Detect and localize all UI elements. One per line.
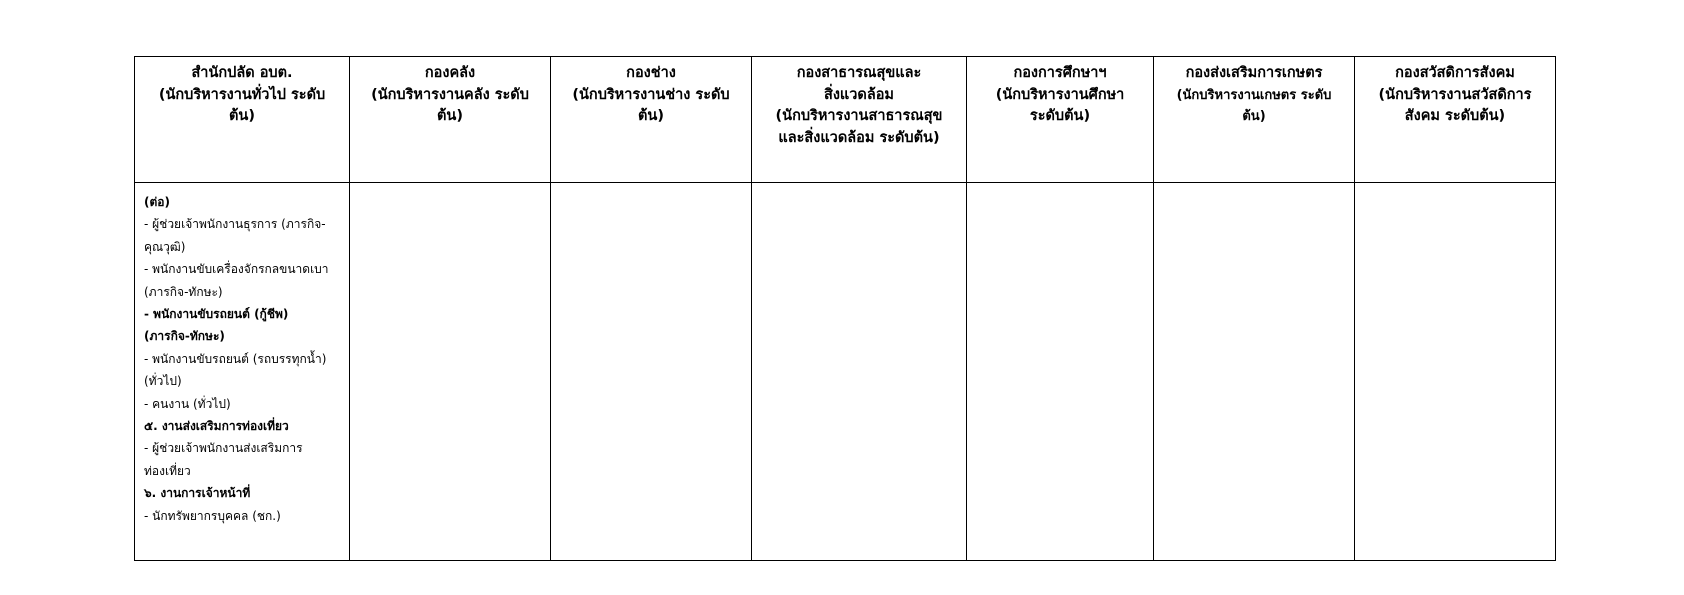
header-engineering-division: [551, 57, 752, 183]
list-item: - พนักงานขับรถยนต์ (รถบรรทุกน้ำ): [144, 351, 327, 366]
header-row: [135, 57, 1556, 183]
list-item: - นักทรัพยากรบุคคล (ชก.): [144, 508, 281, 523]
header-line: (นักบริหารงานคลัง ระดับ: [371, 86, 529, 103]
list-item: - ผู้ช่วยเจ้าพนักงานธุรการ (ภารกิจ-: [144, 217, 326, 232]
header-line: ต้น): [437, 108, 463, 124]
header-line: (นักบริหารงานสาธารณสุข: [775, 108, 943, 124]
list-item: (ทั่วไป): [144, 374, 182, 389]
cell-finance-division: [350, 183, 551, 561]
cell-office-of-the-permanent-secretary: [135, 183, 350, 561]
header-agriculture-division: [1154, 57, 1355, 183]
header-line: กองช่าง: [626, 65, 676, 81]
header-public-health-division: [752, 57, 967, 183]
list-item: ท่องเที่ยว: [144, 463, 191, 478]
cell-agriculture-division: [1154, 183, 1355, 561]
header-line: (นักบริหารงานเกษตร ระดับ: [1176, 87, 1332, 103]
header-line: (นักบริหารงานช่าง ระดับ: [572, 86, 730, 103]
organization-table: [134, 56, 1556, 561]
header-social-welfare-division: [1355, 57, 1556, 183]
list-item: คุณวุฒิ): [144, 239, 186, 254]
list-item: - พนักงานขับเครื่องจักรกลขนาดเบา: [144, 262, 329, 277]
header-line: กองการศึกษาฯ: [1013, 65, 1107, 81]
cell-education-division: [967, 183, 1154, 561]
cell-engineering-division: [551, 183, 752, 561]
list-item: (ภารกิจ-ทักษะ): [144, 329, 225, 344]
header-line: ต้น): [638, 108, 664, 124]
list-item: (ภารกิจ-ทักษะ): [144, 284, 223, 299]
header-line: กองสาธารณสุขและ: [796, 65, 922, 81]
header-line: และสิ่งแวดล้อม ระดับต้น): [778, 129, 940, 146]
position-list: [135, 183, 349, 527]
cell-social-welfare-division: [1355, 183, 1556, 561]
list-item: - พนักงานขับรถยนต์ (กู้ชีพ): [144, 307, 289, 322]
header-line: กองส่งเสริมการเกษตร: [1185, 65, 1323, 81]
header-education-division: [967, 57, 1154, 183]
header-finance-division: [350, 57, 551, 183]
header-line: ระดับต้น): [1029, 108, 1091, 124]
list-item: - ผู้ช่วยเจ้าพนักงานส่งเสริมการ: [144, 441, 303, 456]
cell-public-health-division: [752, 183, 967, 561]
header-line: กองสวัสดิการสังคม: [1395, 65, 1515, 81]
header-line: สำนักปลัด อบต.: [191, 65, 293, 81]
header-line: (นักบริหารงานศึกษา: [995, 86, 1125, 103]
header-office-of-the-permanent-secretary: [135, 57, 350, 183]
header-line: (นักบริหารงานทั่วไป ระดับ: [158, 86, 326, 103]
header-line: สังคม ระดับต้น): [1404, 108, 1506, 124]
section-heading: ๖. งานการเจ้าหน้าที่: [144, 486, 251, 501]
header-line: ต้น): [1242, 109, 1266, 124]
content-row: [135, 183, 1556, 561]
list-item: - คนงาน (ทั่วไป): [144, 396, 231, 411]
section-heading: ๕. งานส่งเสริมการท่องเที่ยว: [144, 419, 289, 434]
header-line: ต้น): [229, 108, 255, 124]
header-line: (นักบริหารงานสวัสดิการ: [1378, 86, 1532, 103]
continued-label: (ต่อ): [144, 195, 170, 209]
header-line: กองคลัง: [424, 65, 476, 81]
header-line: สิ่งแวดล้อม: [824, 86, 894, 103]
